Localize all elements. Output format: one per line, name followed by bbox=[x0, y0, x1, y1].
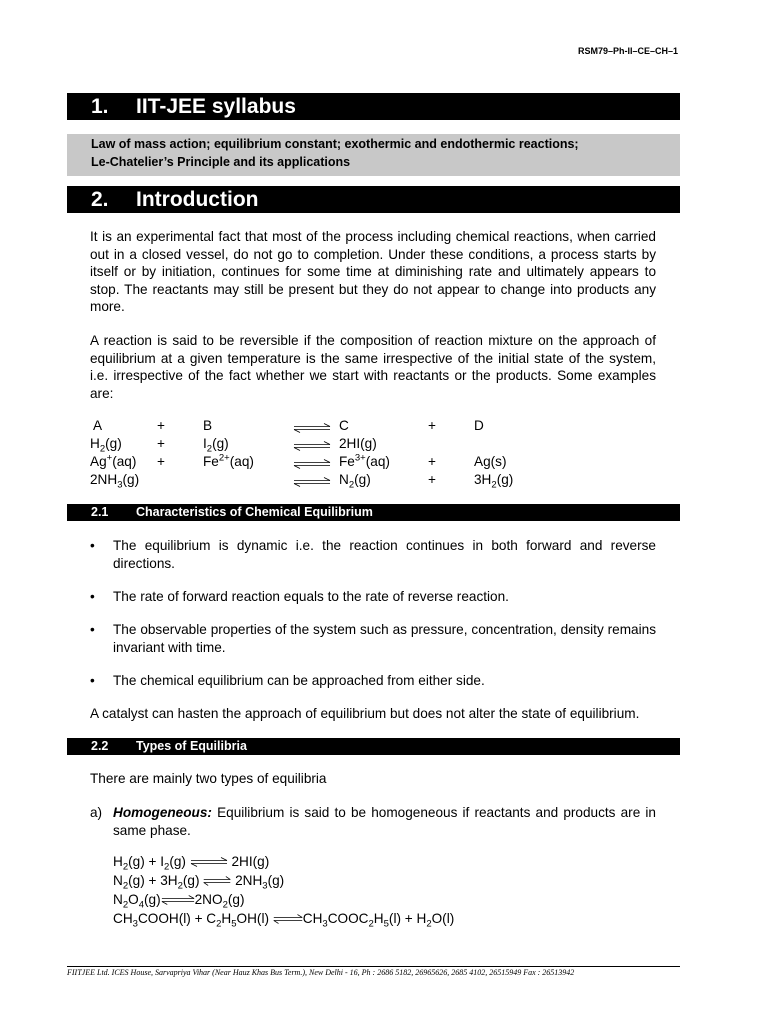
footer-address: FIITJEE Ltd. ICES House, Sarvapriya Vihar (Near Hauz Khas Bus Term.), New Delhi - 16, Ph : 2686 5182, 26965626, 2685 4102, 26515949 Fax : 26513942 bbox=[67, 968, 575, 977]
document-code: RSM79–Ph-II–CE–CH–1 bbox=[577, 46, 678, 56]
equilibrium-arrow-icon bbox=[293, 441, 331, 451]
equilibrium-arrow-icon bbox=[190, 857, 228, 867]
eq-r1-d: D bbox=[474, 418, 484, 433]
eq-r3-c: $Fe^{3+}(aq)$ bbox=[339, 452, 390, 469]
homogeneous-equation-2: $N_2(g) + 3H_2(g)$ $2NH_3(g)$ bbox=[113, 873, 285, 892]
eq-r2-c: 2HI(g) bbox=[339, 436, 377, 451]
intro-paragraph-1: It is an experimental fact that most of the process including chemical reactions, when carried out in a closed vessel, do not go to completion. Under these conditions, a process starts by itself or by initiation, continues for some time at diminishing rate and ultimately appears to stop. The reactants may still be present but they do not appear to change into products any more. bbox=[90, 229, 656, 315]
list-item: • The chemical equilibrium can be approached from either side. bbox=[90, 673, 485, 688]
homogeneous-equation-3: $N_2O_4(g)$ $2NO_2(g)$ bbox=[113, 892, 245, 911]
eq-r4-a: $2NH_3(g)$ bbox=[90, 472, 140, 491]
eq-r1-c: C bbox=[339, 418, 349, 433]
equilibrium-arrow-icon bbox=[293, 459, 331, 469]
plus-sign: + bbox=[428, 454, 436, 469]
list-item: • The equilibrium is dynamic i.e. the reaction continues in both forward and reverse directions. bbox=[90, 538, 656, 571]
equilibrium-arrow-icon bbox=[293, 477, 331, 487]
eq-r4-c: $N_2(g)$ bbox=[339, 472, 371, 491]
subsection-title: Types of Equilibria bbox=[136, 739, 247, 753]
plus-sign: + bbox=[157, 418, 165, 433]
homogeneous-equation-4: $CH_3COOH(l) + C_2H_5OH(l)$ $CH_3COOC_2H_5(l) + H_2O(l)$ bbox=[113, 911, 455, 930]
plus-sign: + bbox=[157, 454, 165, 469]
catalyst-note: A catalyst can hasten the approach of equilibrium but does not alter the state of equilibrium. bbox=[90, 706, 640, 721]
section-heading-introduction bbox=[67, 186, 680, 213]
eq-r1-b: B bbox=[203, 418, 213, 433]
syllabus-line-1: Law of mass action; equilibrium constant; exothermic and endothermic reactions; bbox=[91, 137, 579, 151]
section-title: IIT-JEE syllabus bbox=[136, 95, 296, 118]
section-title: Introduction bbox=[136, 188, 259, 211]
section-number: 1. bbox=[91, 95, 109, 118]
syllabus-line-2: Le-Chatelier’s Principle and its applications bbox=[91, 155, 351, 169]
equilibrium-arrow-icon bbox=[293, 423, 331, 433]
eq-r2-a: $H_2(g)$ bbox=[90, 436, 122, 455]
subsection-heading-characteristics bbox=[67, 504, 680, 521]
plus-sign: + bbox=[428, 472, 436, 487]
eq-r2-b: $I_2(g)$ bbox=[203, 436, 229, 455]
eq-r3-b: $Fe^{2+}(aq)$ bbox=[203, 452, 254, 469]
types-intro: There are mainly two types of equilibria bbox=[90, 771, 327, 786]
subsection-heading-types bbox=[67, 738, 680, 755]
section-heading-syllabus bbox=[67, 93, 680, 120]
bullet-icon: • bbox=[90, 589, 95, 604]
eq-r1-a: A bbox=[93, 418, 103, 433]
homogeneous-equation-1: $H_2(g) + I_2(g)$ 2HI(g) bbox=[113, 854, 270, 873]
equilibrium-arrow-icon bbox=[203, 876, 231, 886]
intro-paragraph-2: A reaction is said to be reversible if the composition of reaction mixture on the approach of equilibrium at a given temperature is the same irrespective of the initial state of the system, i.e. irrespective of the fact whether we start with reactants or the products. Some examples are: bbox=[90, 333, 656, 401]
homogeneous-term: Homogeneous: bbox=[113, 805, 212, 820]
plus-sign: + bbox=[157, 436, 165, 451]
homogeneous-item: a) Homogeneous: Equilibrium is said to be homogeneous if reactants and products are in same phase. bbox=[90, 805, 656, 838]
list-marker: a) bbox=[90, 805, 103, 820]
subsection-number: 2.1 bbox=[91, 505, 109, 519]
equilibrium-arrow-icon bbox=[273, 914, 303, 924]
equilibrium-arrow-icon bbox=[161, 895, 195, 905]
footer-divider bbox=[67, 966, 680, 967]
section-number: 2. bbox=[91, 188, 109, 211]
eq-r3-a: Ag+(aq) bbox=[90, 452, 137, 469]
bullet-icon: • bbox=[90, 673, 95, 688]
subsection-number: 2.2 bbox=[91, 739, 109, 753]
eq-r4-d: $3H_2(g)$ bbox=[474, 472, 514, 491]
eq-r3-d: Ag(s) bbox=[474, 454, 507, 469]
list-item: • The rate of forward reaction equals to the rate of reverse reaction. bbox=[90, 589, 509, 604]
subsection-title: Characteristics of Chemical Equilibrium bbox=[136, 505, 373, 519]
bullet-icon: • bbox=[90, 622, 95, 637]
bullet-icon: • bbox=[90, 538, 95, 553]
plus-sign: + bbox=[428, 418, 436, 433]
list-item: • The observable properties of the system such as pressure, concentration, density remains invariant with time. bbox=[90, 622, 656, 655]
syllabus-box bbox=[67, 134, 680, 176]
